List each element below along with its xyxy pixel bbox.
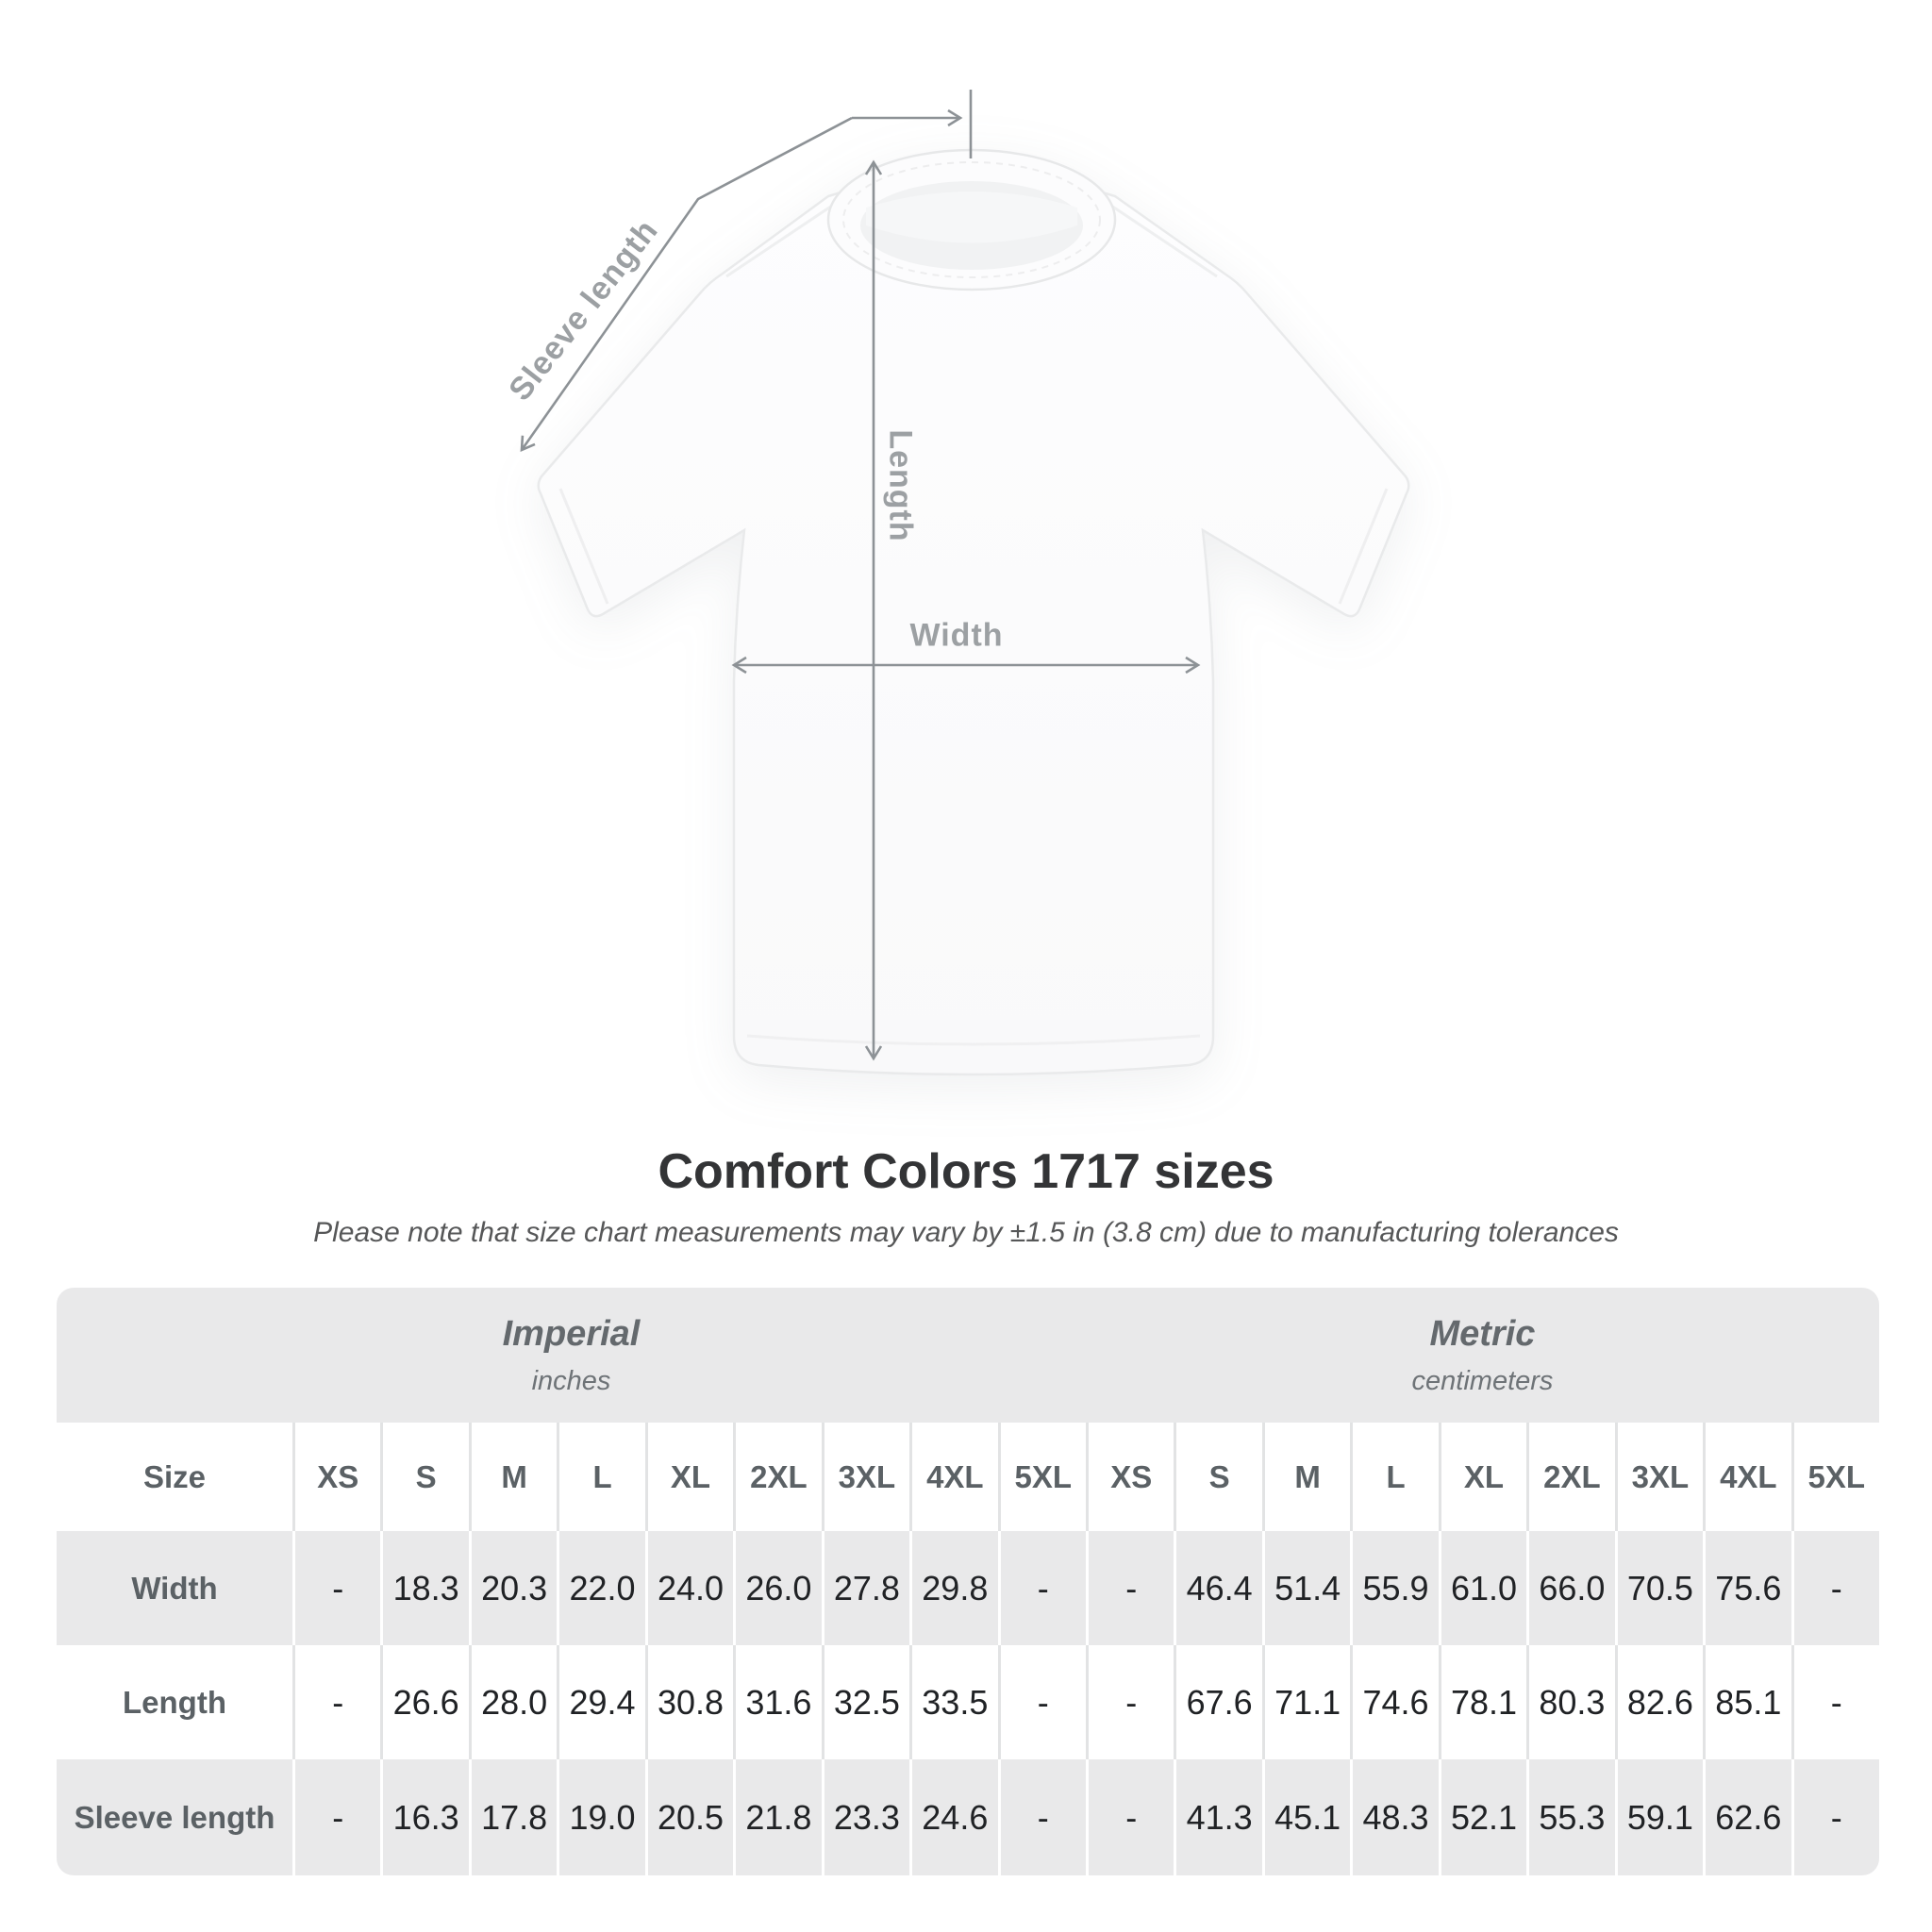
size-header-cell: 5XL <box>998 1423 1086 1531</box>
table-cell-imperial: 31.6 <box>733 1645 821 1759</box>
table-cell-imperial: 27.8 <box>822 1531 909 1645</box>
table-cell-metric: - <box>1086 1759 1174 1875</box>
table-cell-metric: 59.1 <box>1615 1759 1703 1875</box>
table-cell-metric: - <box>1791 1645 1879 1759</box>
table-cell-imperial: 18.3 <box>380 1531 468 1645</box>
size-table <box>57 1288 1879 1875</box>
row-label: Width <box>57 1531 292 1645</box>
table-cell-metric: 70.5 <box>1615 1531 1703 1645</box>
table-cell-metric: - <box>1086 1531 1174 1645</box>
table-cell-imperial: 26.6 <box>380 1645 468 1759</box>
size-header-cell: XL <box>1439 1423 1526 1531</box>
table-cell-metric: 55.3 <box>1526 1759 1614 1875</box>
table-cell-imperial: 20.3 <box>469 1531 557 1645</box>
table-cell-metric: 45.1 <box>1262 1759 1350 1875</box>
table-cell-metric: - <box>1086 1645 1174 1759</box>
table-cell-metric: 41.3 <box>1174 1759 1261 1875</box>
width-label: Width <box>909 617 1004 654</box>
centimeters-label: centimeters <box>1411 1365 1554 1396</box>
size-header-cell: XS <box>292 1423 380 1531</box>
table-cell-metric: 55.9 <box>1350 1531 1438 1645</box>
metric-section-header <box>1086 1288 1879 1423</box>
size-header-cell: 2XL <box>1526 1423 1614 1531</box>
size-header-cell: 2XL <box>733 1423 821 1531</box>
size-header-cell: L <box>557 1423 644 1531</box>
table-cell-imperial: 30.8 <box>645 1645 733 1759</box>
table-cell-imperial: - <box>292 1759 380 1875</box>
size-header-cell: XL <box>645 1423 733 1531</box>
size-header-cell: 4XL <box>1703 1423 1790 1531</box>
table-cell-imperial: 23.3 <box>822 1759 909 1875</box>
table-cell-imperial: 20.5 <box>645 1759 733 1875</box>
inches-label: inches <box>531 1365 611 1396</box>
table-cell-metric: 74.6 <box>1350 1645 1438 1759</box>
table-cell-metric: 75.6 <box>1703 1531 1790 1645</box>
imperial-section-header <box>57 1288 1086 1423</box>
table-cell-imperial: - <box>998 1531 1086 1645</box>
page-title: Comfort Colors 1717 sizes <box>658 1144 1274 1199</box>
table-cell-metric: - <box>1791 1531 1879 1645</box>
table-cell-metric: 71.1 <box>1262 1645 1350 1759</box>
table-cell-imperial: 29.8 <box>909 1531 997 1645</box>
size-header-cell: L <box>1350 1423 1438 1531</box>
table-cell-metric: - <box>1791 1759 1879 1875</box>
table-cell-metric: 52.1 <box>1439 1759 1526 1875</box>
table-cell-metric: 78.1 <box>1439 1645 1526 1759</box>
metric-label: Metric <box>1429 1313 1536 1354</box>
table-cell-metric: 46.4 <box>1174 1531 1261 1645</box>
table-cell-imperial: 24.0 <box>645 1531 733 1645</box>
size-header-cell: 5XL <box>1791 1423 1879 1531</box>
table-cell-imperial: - <box>998 1759 1086 1875</box>
sleeve-length-label: Sleeve length <box>502 212 666 408</box>
size-header-cell: S <box>1174 1423 1261 1531</box>
size-header-cell: 4XL <box>909 1423 997 1531</box>
table-cell-imperial: 26.0 <box>733 1531 821 1645</box>
size-column-header: Size <box>57 1423 292 1531</box>
table-cell-imperial: 29.4 <box>557 1645 644 1759</box>
size-header-cell: M <box>469 1423 557 1531</box>
size-header-cell: 3XL <box>1615 1423 1703 1531</box>
table-cell-metric: 82.6 <box>1615 1645 1703 1759</box>
table-cell-imperial: 17.8 <box>469 1759 557 1875</box>
length-label: Length <box>882 429 919 542</box>
tshirt-illustration <box>539 150 1409 1074</box>
table-cell-metric: 51.4 <box>1262 1531 1350 1645</box>
table-cell-imperial: 33.5 <box>909 1645 997 1759</box>
table-cell-metric: 61.0 <box>1439 1531 1526 1645</box>
row-label: Sleeve length <box>57 1759 292 1875</box>
table-cell-imperial: 21.8 <box>733 1759 821 1875</box>
tolerance-note: Please note that size chart measurements may vary by ±1.5 in (3.8 cm) due to manufacturing tolerances <box>313 1217 1619 1248</box>
table-cell-imperial: 16.3 <box>380 1759 468 1875</box>
table-cell-metric: 48.3 <box>1350 1759 1438 1875</box>
table-cell-metric: 67.6 <box>1174 1645 1261 1759</box>
table-cell-imperial: 22.0 <box>557 1531 644 1645</box>
table-cell-imperial: 19.0 <box>557 1759 644 1875</box>
table-cell-metric: 62.6 <box>1703 1759 1790 1875</box>
table-cell-metric: 85.1 <box>1703 1645 1790 1759</box>
size-header-cell: S <box>380 1423 468 1531</box>
size-header-cell: 3XL <box>822 1423 909 1531</box>
table-cell-imperial: 32.5 <box>822 1645 909 1759</box>
table-cell-imperial: - <box>292 1531 380 1645</box>
table-cell-metric: 66.0 <box>1526 1531 1614 1645</box>
size-header-cell: M <box>1262 1423 1350 1531</box>
size-header-cell: XS <box>1086 1423 1174 1531</box>
table-cell-imperial: 28.0 <box>469 1645 557 1759</box>
table-cell-imperial: 24.6 <box>909 1759 997 1875</box>
table-cell-metric: 80.3 <box>1526 1645 1614 1759</box>
row-label: Length <box>57 1645 292 1759</box>
table-cell-imperial: - <box>998 1645 1086 1759</box>
table-cell-imperial: - <box>292 1645 380 1759</box>
imperial-label: Imperial <box>502 1313 641 1354</box>
